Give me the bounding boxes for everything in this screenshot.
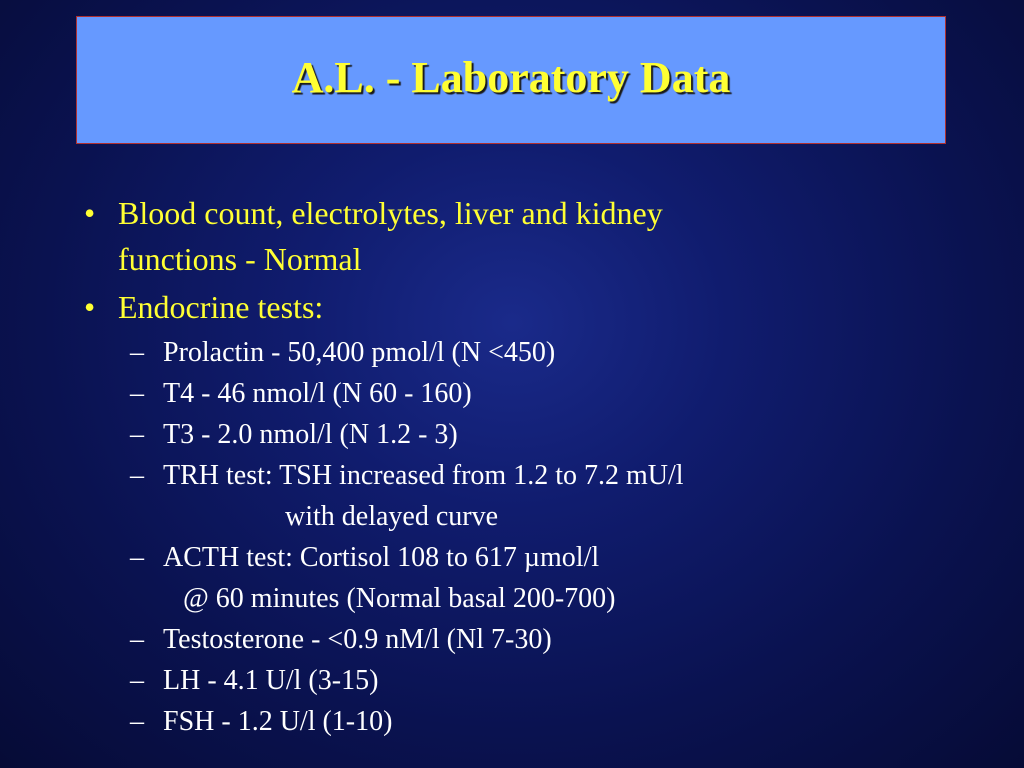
dash-marker: –: [130, 542, 144, 573]
dash-marker: –: [130, 460, 144, 491]
dash-marker: –: [130, 624, 144, 655]
subitem-text: TRH test: TSH increased from 1.2 to 7.2 mU/l: [163, 460, 684, 491]
dash-marker: –: [130, 378, 144, 409]
subitem-text: T3 - 2.0 nmol/l (N 1.2 - 3): [163, 419, 458, 450]
bullet-text: Endocrine tests:: [118, 289, 324, 325]
subitem-text: Prolactin - 50,400 pmol/l (N <450): [163, 337, 556, 368]
subitem-text: T4 - 46 nmol/l (N 60 - 160): [163, 378, 472, 409]
dash-marker: –: [130, 337, 144, 368]
bullet-text: functions - Normal: [118, 241, 362, 277]
bullet-marker: •: [84, 289, 96, 325]
subitem-text: ACTH test: Cortisol 108 to 617 µmol/l: [163, 542, 600, 573]
subitem-text: FSH - 1.2 U/l (1-10): [163, 706, 393, 737]
subitem-text: with delayed curve: [285, 501, 499, 532]
bullet-marker: •: [84, 195, 96, 231]
bullet-text: Blood count, electrolytes, liver and kidney: [118, 195, 663, 231]
subitem-text: Testosterone - <0.9 nM/l (Nl 7-30): [163, 624, 552, 655]
dash-marker: –: [130, 706, 144, 737]
subitem-text: LH - 4.1 U/l (3-15): [163, 665, 379, 696]
dash-marker: –: [130, 419, 144, 450]
subitem-text: @ 60 minutes (Normal basal 200-700): [183, 583, 616, 614]
slide-title: A.L. - Laboratory Data: [291, 52, 731, 102]
dash-marker: –: [130, 665, 144, 696]
